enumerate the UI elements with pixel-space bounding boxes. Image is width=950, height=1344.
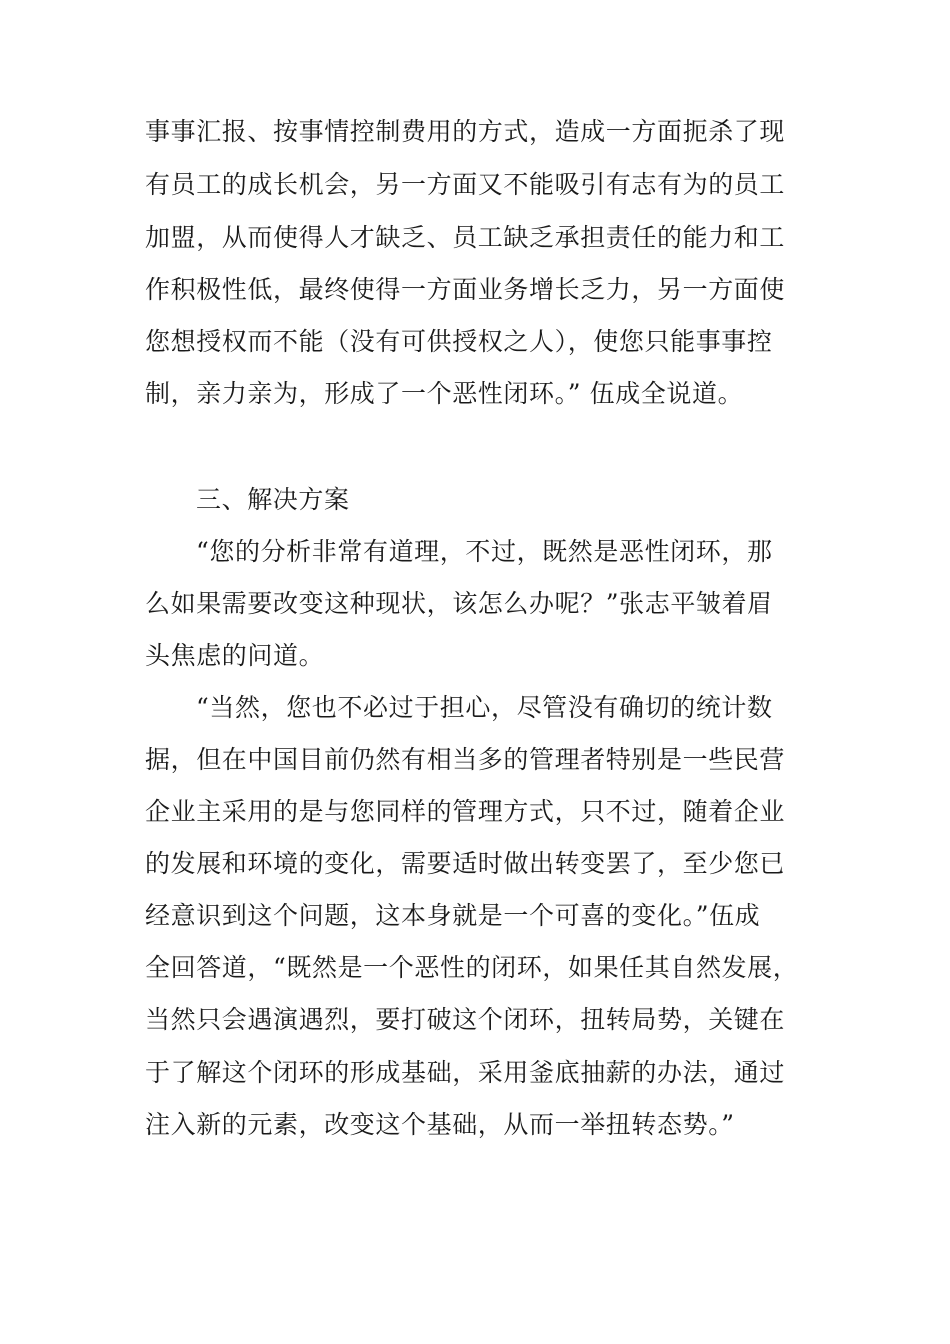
paragraph-2-line-3: 头焦虑的问道。 <box>145 641 325 670</box>
paragraph-3-line-7: 当然只会遇演遇烈，要打破这个闭环，扭转局势，关键在 <box>145 1005 786 1034</box>
paragraph-3-line-3: 企业主采用的是与您同样的管理方式，只不过，随着企业 <box>145 797 786 826</box>
paragraph-1-line-1: 事事汇报、按事情控制费用的方式，造成一方面扼杀了现 <box>145 117 786 146</box>
paragraph-2-line-1: “您的分析非常有道理，不过，既然是恶性闭环，那 <box>196 537 773 566</box>
paragraph-1-line-3: 加盟，从而使得人才缺乏、员工缺乏承担责任的能力和工 <box>145 223 786 252</box>
paragraph-3-line-4: 的发展和环境的变化，需要适时做出转变罢了，至少您已 <box>145 849 786 878</box>
paragraph-1-line-4: 作积极性低，最终使得一方面业务增长乏力，另一方面使 <box>145 275 786 304</box>
paragraph-3-line-8: 于了解这个闭环的形成基础，采用釜底抽薪的办法，通过 <box>145 1058 786 1087</box>
paragraph-3-line-9: 注入新的元素，改变这个基础，从而一举扭转态势。” <box>145 1110 735 1139</box>
paragraph-1-line-5: 您想授权而不能（没有可供授权之人），使您只能事事控 <box>145 327 773 356</box>
paragraph-3-line-2: 据，但在中国目前仍然有相当多的管理者特别是一些民营 <box>145 745 786 774</box>
paragraph-3-line-5: 经意识到这个问题，这本身就是一个可喜的变化。”伍成 <box>145 901 761 930</box>
paragraph-1-line-6: 制，亲力亲为，形成了一个恶性闭环。” 伍成全说道。 <box>145 379 744 408</box>
paragraph-3-line-6: 全回答道，“既然是一个恶性的闭环，如果任其自然发展， <box>145 953 799 982</box>
paragraph-3-line-1: “当然，您也不必过于担心，尽管没有确切的统计数 <box>196 693 773 722</box>
paragraph-1-line-2: 有员工的成长机会，另一方面又不能吸引有志有为的员工 <box>145 170 786 199</box>
paragraph-2-line-2: 么如果需要改变这种现状，该怎么办呢？”张志平皱着眉 <box>145 589 773 618</box>
section-heading: 三、解决方案 <box>196 485 350 514</box>
